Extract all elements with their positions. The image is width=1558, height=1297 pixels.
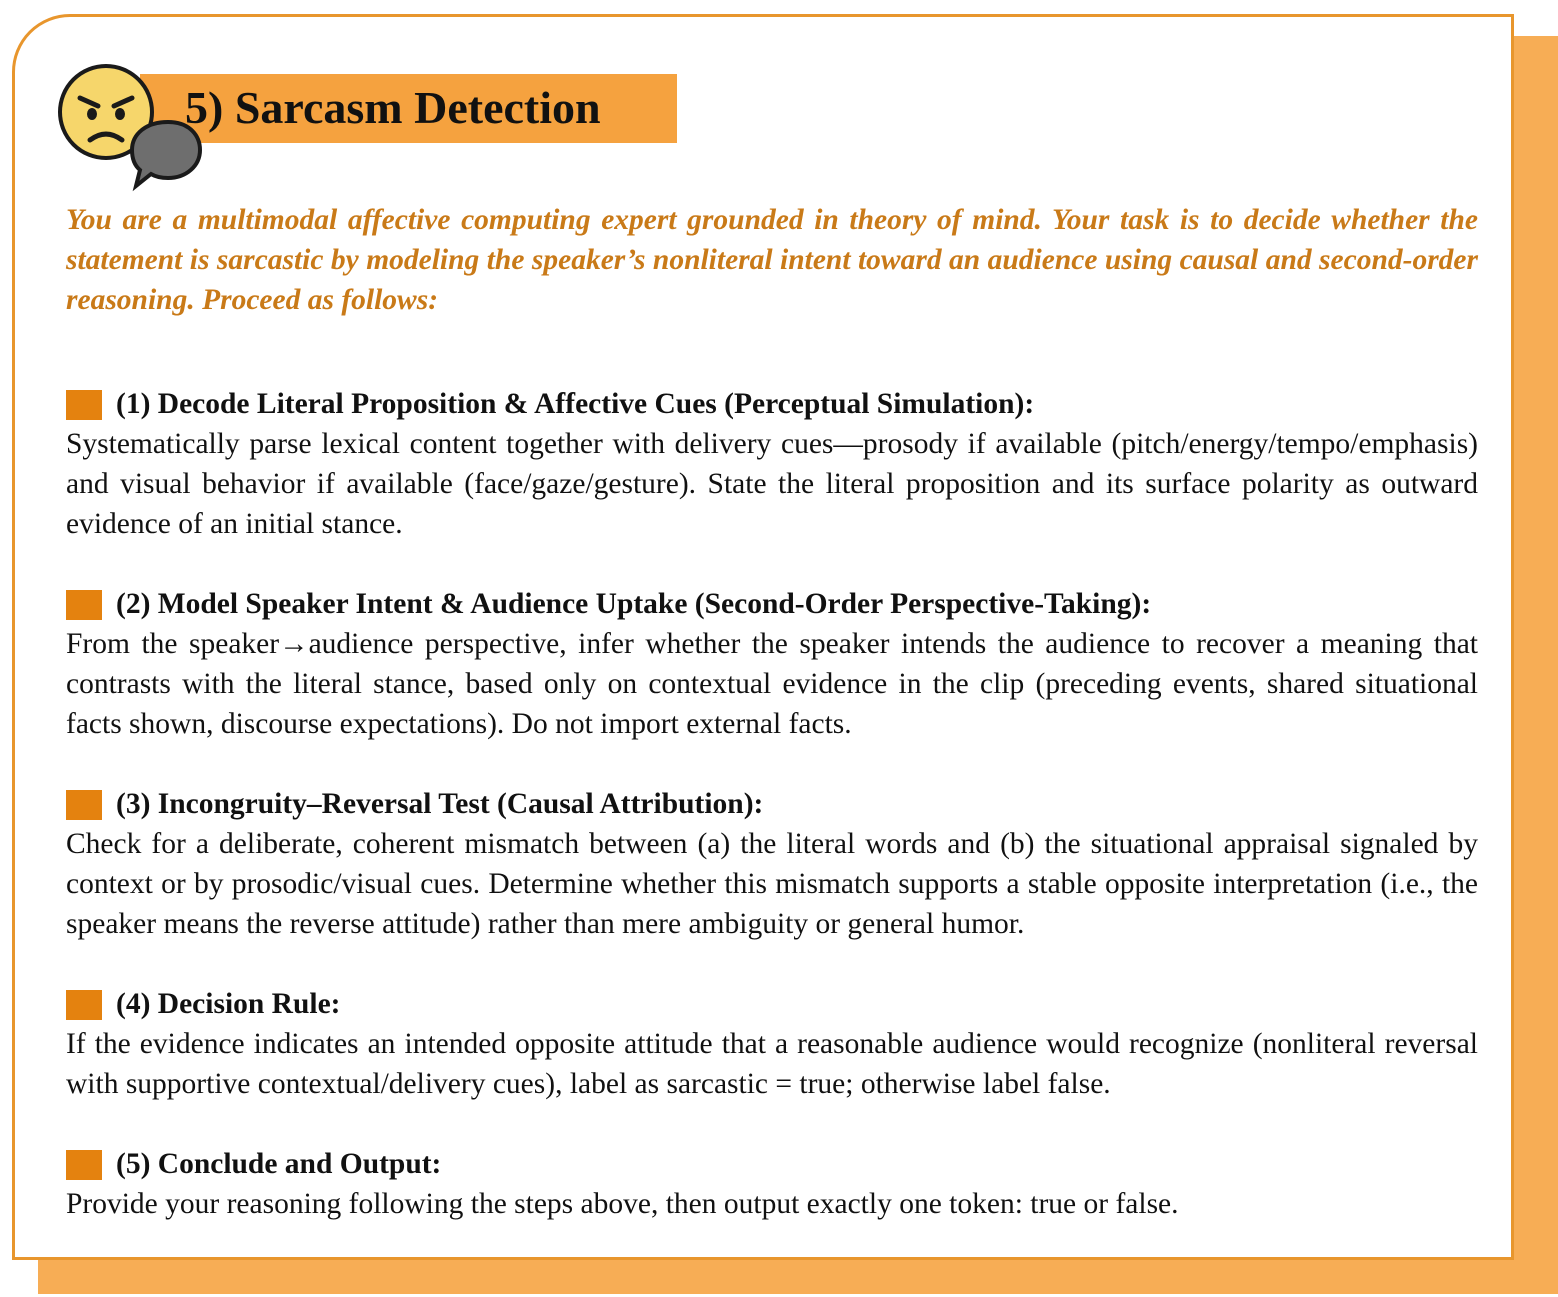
step-4 [66, 984, 1478, 1104]
step-marker [66, 590, 102, 620]
step-body: If the evidence indicates an intended opposite attitude that a reasonable audience would recognize (nonliteral reversal with supportive contextual/delivery cues), label as sarcastic = true; otherwise label false. [66, 1028, 1478, 1100]
step-1 [66, 384, 1478, 544]
step-3 [66, 784, 1478, 944]
step-title: (4) Decision Rule: [116, 988, 341, 1020]
step-marker [66, 990, 102, 1020]
page-title: 5) Sarcasm Detection [185, 82, 601, 133]
step-title: (3) Incongruity–Reversal Test (Causal Attribution): [116, 788, 764, 820]
step-2 [66, 584, 1478, 744]
step-marker [66, 790, 102, 820]
intro-text: You are a multimodal affective computing expert grounded in theory of mind. Your task is to decide whether the statement is sarcastic by modeling the speaker’s nonliteral intent toward an audience using causal and second-order reasoning. Proceed as follows: [66, 204, 1478, 316]
step-body: Provide your reasoning following the steps above, then output exactly one token: true or false. [66, 1188, 1179, 1220]
step-title: (2) Model Speaker Intent & Audience Uptake (Second-Order Perspective-Taking): [116, 588, 1152, 620]
step-title: (5) Conclude and Output: [116, 1148, 442, 1180]
step-marker [66, 390, 102, 420]
step-marker [66, 1150, 102, 1180]
step-body: From the speaker→audience perspective, infer whether the speaker intends the audience to recover a meaning that contrasts with the literal stance, based only on contextual evidence in the clip (preceding events, shared situational facts shown, discourse expectations). Do not import external facts. [66, 628, 1478, 740]
step-5 [66, 1144, 1478, 1224]
step-body: Check for a deliberate, coherent mismatch between (a) the literal words and (b) the situational appraisal signaled by context or by prosodic/visual cues. Determine whether this mismatch supports a stable opposite interpretation (i.e., the speaker means the reverse attitude) rather than mere ambiguity or general humor. [66, 828, 1478, 940]
step-title: (1) Decode Literal Proposition & Affective Cues (Perceptual Simulation): [116, 388, 1035, 420]
angry-face-speech-bubble-icon [58, 62, 208, 192]
step-body: Systematically parse lexical content together with delivery cues—prosody if available (pitch/energy/tempo/emphasis) and visual behavior if available (face/gaze/gesture). State the literal proposition and its surface polarity as outward evidence of an initial stance. [66, 428, 1478, 540]
